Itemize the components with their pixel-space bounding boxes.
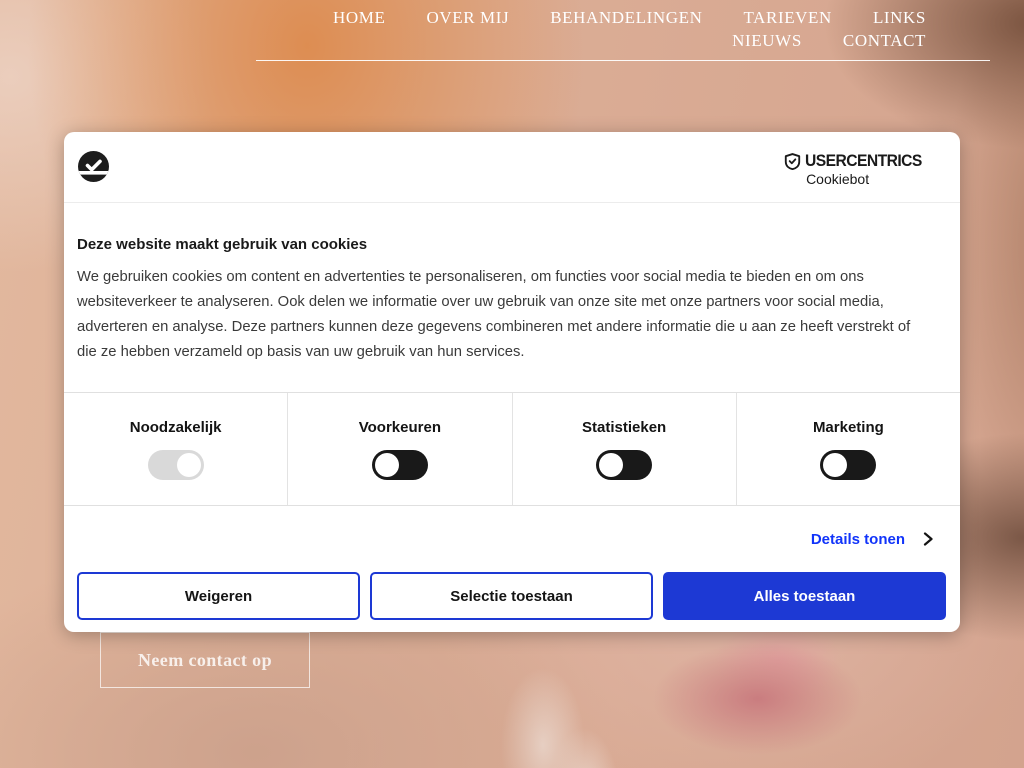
nav-item-home[interactable]: HOME — [333, 8, 386, 27]
details-tonen-link[interactable]: Details tonen — [810, 530, 905, 548]
category-label: Voorkeuren — [358, 418, 441, 436]
cookie-category-marketing — [736, 393, 960, 505]
usercentrics-wordmark: USERCENTRICS — [805, 151, 922, 170]
toggle-knob — [375, 453, 399, 477]
usercentrics-shield-icon — [784, 153, 801, 170]
toggle-knob — [177, 453, 201, 477]
dialog-header — [64, 132, 960, 203]
nav-item-tarieven[interactable]: TARIEVEN — [743, 8, 832, 27]
nav-row-1 — [256, 6, 990, 29]
dialog-description: We gebruiken cookies om content en advertenties te personaliseren, om functies voor social media te bieden en om ons websiteverkeer te analyseren. Ook delen we informatie over uw gebruik van onze site met onze partners voor social media, adverteren en analyse. Deze partners kunnen deze gegevens combineren met andere informatie die u aan ze heeft verstrekt of die ze hebben verzameld op basis van uw gebruik van hun services. — [77, 269, 911, 360]
cookiebot-logo-icon — [77, 150, 110, 183]
chevron-right-icon[interactable] — [922, 532, 934, 546]
allow-all-button[interactable]: Alles toestaan — [663, 572, 946, 620]
cookie-category-statistieken — [512, 393, 736, 505]
nav-item-nieuws[interactable]: NIEUWS — [732, 31, 802, 50]
toggle-knob — [599, 453, 623, 477]
category-label: Marketing — [812, 418, 884, 436]
toggle-statistieken[interactable] — [596, 450, 652, 480]
dialog-body — [64, 203, 960, 365]
dialog-buttons — [64, 572, 960, 632]
cookie-consent-dialog — [64, 132, 960, 632]
deny-button[interactable]: Weigeren — [77, 572, 360, 620]
details-row — [64, 528, 934, 550]
cookie-category-table — [64, 392, 960, 506]
main-navigation — [256, 0, 990, 61]
cookiebot-wordmark: Cookiebot — [806, 171, 870, 187]
cookie-category-noodzakelijk — [64, 393, 287, 505]
nav-item-contact[interactable]: CONTACT — [842, 31, 926, 50]
toggle-voorkeuren[interactable] — [372, 450, 428, 480]
allow-selection-button[interactable]: Selectie toestaan — [370, 572, 653, 620]
usercentrics-brand — [784, 151, 932, 187]
nav-item-behandelingen[interactable]: BEHANDELINGEN — [550, 8, 703, 27]
nav-item-links[interactable]: LINKS — [872, 8, 926, 27]
cookie-category-voorkeuren — [287, 393, 511, 505]
toggle-marketing[interactable] — [820, 450, 876, 480]
dialog-title: Deze website maakt gebruik van cookies — [77, 236, 368, 253]
nav-item-over-mij[interactable]: OVER MIJ — [426, 8, 510, 27]
nav-row-2 — [256, 29, 990, 52]
category-label: Noodzakelijk — [129, 418, 222, 436]
toggle-noodzakelijk — [148, 450, 204, 480]
toggle-knob — [823, 453, 847, 477]
category-label: Statistieken — [582, 418, 667, 436]
contact-button[interactable]: Neem contact op — [100, 632, 310, 688]
